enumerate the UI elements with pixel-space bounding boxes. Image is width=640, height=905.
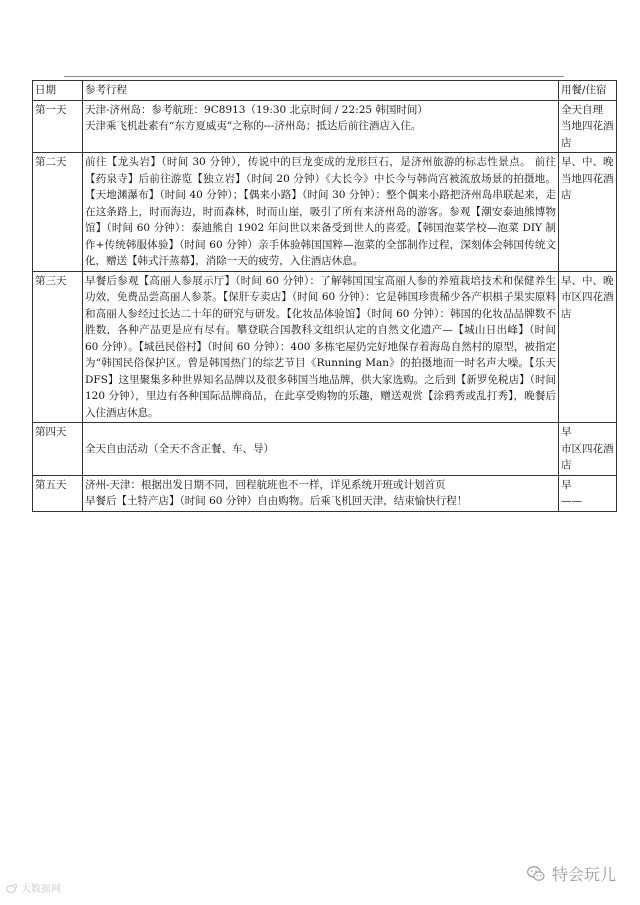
meal-text: 早 — [561, 426, 572, 438]
weibo-icon — [6, 883, 18, 893]
meal-cell — [559, 475, 617, 511]
meal-text: 早、中、晚 — [561, 274, 614, 287]
watermark — [526, 862, 616, 885]
meal-cell — [559, 423, 617, 476]
table-row — [33, 271, 617, 423]
meal-text: 全天自理 — [561, 103, 603, 116]
route-cell — [83, 153, 559, 272]
meal-cell — [559, 100, 617, 153]
table-row — [33, 100, 617, 153]
route-line: 济州-天津：根据出发日期不同，回程航班也不一样，详见系统开班或计划首页 — [85, 478, 446, 491]
corner-mark — [6, 880, 61, 895]
day-label: 第二天 — [33, 153, 83, 272]
route-cell — [83, 100, 559, 153]
day-label: 第三天 — [33, 271, 83, 423]
route-cell — [83, 475, 559, 511]
hotel-text: 市区四花酒店 — [561, 291, 614, 320]
header-day: 日期 — [33, 81, 83, 101]
route-line: 全天自由活动（全天不含正餐、车、导） — [85, 442, 274, 455]
header-meal: 用餐/住宿 — [559, 81, 617, 101]
route-cell — [83, 271, 559, 423]
table-row — [33, 475, 617, 511]
table-row — [33, 153, 617, 272]
corner-mark-text: 大数据网 — [21, 884, 61, 895]
route-line: 早餐后参观【高丽人参展示厅】（时间 60 分钟）：了解韩国国宝高丽人参的养殖栽培技术和保健养生功效，免费品尝高丽人参茶。【保肝专卖店】（时间 60 分钟）：它是韩国珍贵稀少各产枳椇子果实原料和高丽人参经过长达二十年的研究与研发。【化妆品体验馆】（时间 60 分钟）：韩国的化妆品品牌数不胜数，各种产品更是应有尽有。攀登联合国教科文组织认定的自然文化遗产—【城山日出峰】（时间 60 分钟）。【城邑民俗村】（时间 60 分钟）：400 多栋宅屋仍完好地保存着海岛自然村的原型，被指定为“韩国民俗保护区。曾是韩国热门的综艺节目《Running Man》的拍摄地而一时名声大噪。【乐天 DFS】这里聚集多种世界知名品牌以及很多韩国当地品牌，供大家选购。之后到【新罗免税店】（时间 120 分钟），里边有各种国际品牌商品，在此享受购物的乐趣，赠送观赏【涂鸦秀或乱打秀】，晚餐后入住酒店休息。 — [85, 274, 556, 419]
route-cell — [83, 423, 559, 476]
hotel-text: —— — [561, 495, 582, 507]
day-label: 第四天 — [33, 423, 83, 476]
hotel-text: 当地四花酒店 — [561, 120, 614, 149]
header-route: 参考行程 — [83, 81, 559, 101]
itinerary-table — [32, 80, 617, 512]
meal-cell — [559, 271, 617, 423]
route-line: 天津-济州岛：参考航班：9C8913（19:30 北京时间 / 22:25 韩国时间） — [85, 103, 428, 116]
table-header-row — [33, 81, 617, 101]
meal-text: 早 — [561, 478, 572, 491]
day-label: 第五天 — [33, 475, 83, 511]
hotel-text: 市区四花酒店 — [561, 442, 614, 471]
table-row — [33, 423, 617, 476]
top-rule — [64, 76, 564, 77]
route-line: 早餐后【土特产店】（时间 60 分钟）自由购物。后乘飞机回天津，结束愉快行程！ — [85, 495, 468, 507]
hotel-text: 当地四花酒店 — [561, 172, 614, 201]
route-line: 天津乘飞机赴素有“东方夏威夷”之称的---济州岛；抵达后前往酒店入住。 — [85, 120, 422, 132]
watermark-text: 特会玩儿 — [551, 865, 616, 884]
day-label: 第一天 — [33, 100, 83, 153]
wechat-icon — [526, 864, 546, 884]
meal-cell — [559, 153, 617, 272]
route-line: 前往【龙头岩】（时间 30 分钟），传说中的巨龙变成的龙形巨石，是济州旅游的标志性景点。 前往【药泉寺】后前往游览【独立岩】（时间 20 分钟）《大长今》中长今与韩尚宫被流放场景的拍摄地。【天地渊瀑布】（时间 40 分钟）；【偶来小路】（时间 30 分钟）：整个偶来小路把济州岛串联起来，走在这条路上，时而海边，时而森林，时而山崖，吸引了所有来济州岛的游客。参观【潮安泰迪熊博物馆】（时间 60 分钟）：泰迪熊自 1902 年问世以来备受到世人的喜爱。【韩国泡菜学校—泡菜 DIY 制作+传统韩服体验】（时间 60 分钟）亲手体验韩国国粹—泡菜的全部制作过程，深刻体会韩国传统文化，赠送【韩式汗蒸幕】，消除一天的疲劳，入住酒店休息。 — [85, 156, 556, 267]
meal-text: 早、中、晚 — [561, 156, 614, 168]
